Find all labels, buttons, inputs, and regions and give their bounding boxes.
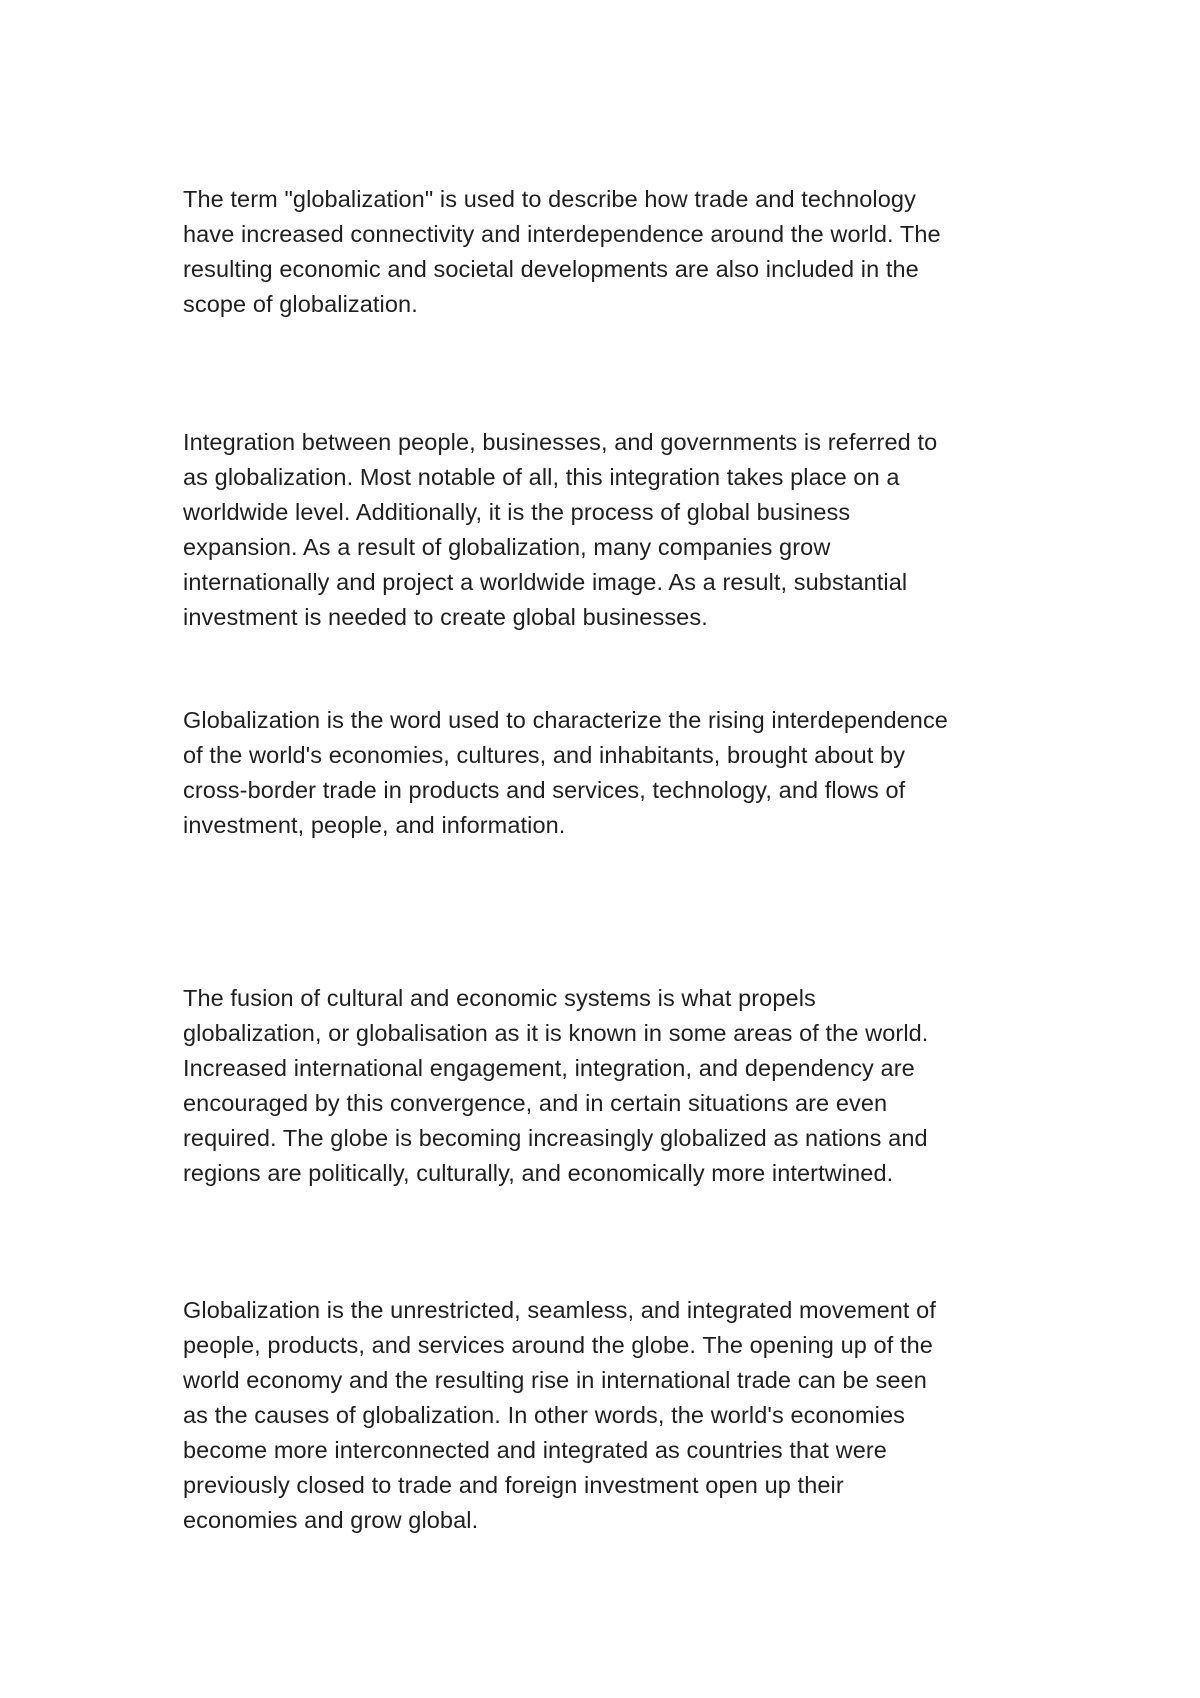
paragraph-line: expansion. As a result of globalization, many companies grow	[183, 534, 831, 560]
paragraph-1	[183, 182, 1043, 322]
paragraph-line: scope of globalization.	[183, 291, 418, 317]
paragraph-line: investment, people, and information.	[183, 812, 566, 838]
paragraph-line: regions are politically, culturally, and economically more intertwined.	[183, 1160, 894, 1186]
paragraph-line: Integration between people, businesses, and governments is referred to	[183, 429, 938, 455]
paragraph-line: The fusion of cultural and economic systems is what propels	[183, 985, 816, 1011]
paragraph-line: internationally and project a worldwide image. As a result, substantial	[183, 569, 908, 595]
paragraph-5	[183, 1293, 1043, 1538]
paragraph-4	[183, 981, 1043, 1191]
paragraph-line: The term "globalization" is used to describe how trade and technology	[183, 186, 916, 212]
paragraph-line: globalization, or globalisation as it is known in some areas of the world.	[183, 1020, 929, 1046]
paragraph-line: previously closed to trade and foreign investment open up their	[183, 1472, 844, 1498]
paragraph-line: cross-border trade in products and services, technology, and flows of	[183, 777, 906, 803]
paragraph-line: as globalization. Most notable of all, this integration takes place on a	[183, 464, 900, 490]
paragraph-line: have increased connectivity and interdependence around the world. The	[183, 221, 941, 247]
paragraph-line: Increased international engagement, integration, and dependency are	[183, 1055, 915, 1081]
paragraph-line: resulting economic and societal developments are also included in the	[183, 256, 919, 282]
paragraph-line: world economy and the resulting rise in international trade can be seen	[183, 1367, 927, 1393]
paragraph-line: economies and grow global.	[183, 1507, 479, 1533]
paragraph-line: become more interconnected and integrated as countries that were	[183, 1437, 887, 1463]
paragraph-line: investment is needed to create global businesses.	[183, 604, 708, 630]
paragraph-line: required. The globe is becoming increasingly globalized as nations and	[183, 1125, 928, 1151]
paragraph-line: of the world's economies, cultures, and inhabitants, brought about by	[183, 742, 906, 768]
paragraph-line: Globalization is the unrestricted, seamless, and integrated movement of	[183, 1297, 936, 1323]
paragraph-line: Globalization is the word used to characterize the rising interdependence	[183, 707, 948, 733]
paragraph-line: encouraged by this convergence, and in certain situations are even	[183, 1090, 888, 1116]
paragraph-line: people, products, and services around the globe. The opening up of the	[183, 1332, 933, 1358]
paragraph-3	[183, 703, 1043, 843]
paragraph-line: as the causes of globalization. In other words, the world's economies	[183, 1402, 905, 1428]
paragraph-2	[183, 425, 1043, 635]
paragraph-line: worldwide level. Additionally, it is the process of global business	[183, 499, 851, 525]
